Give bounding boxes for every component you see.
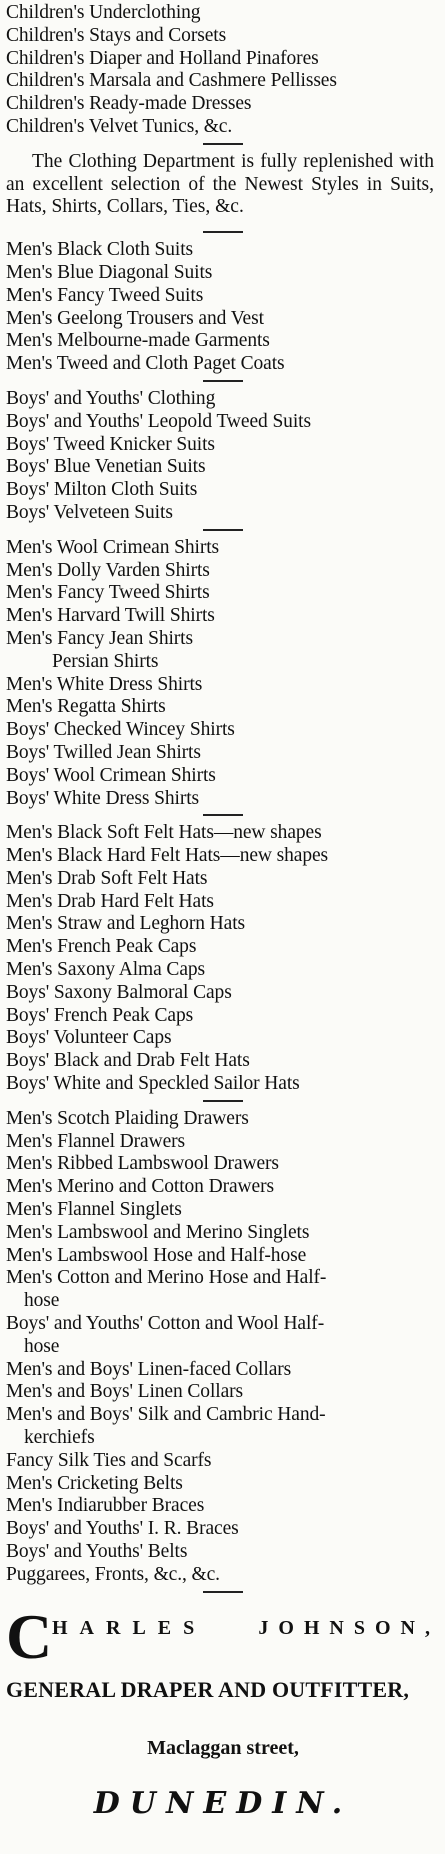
list-item: Boys' Velveteen Suits (6, 501, 173, 523)
merchant-title: GENERAL DRAPER AND OUTFITTER, (6, 1676, 410, 1702)
list-item: Men's Lambswool Hose and Half-hose (6, 1244, 307, 1266)
section-divider (203, 231, 243, 233)
list-item: Boys' Tweed Knicker Suits (6, 433, 215, 455)
list-item: Persian Shirts (52, 650, 159, 672)
list-item: Men's Black Soft Felt Hats—new shapes (6, 822, 322, 844)
list-item: Boys' and Youths' Clothing (6, 387, 216, 409)
list-item: Boys' Twilled Jean Shirts (6, 741, 201, 763)
list-item: Men's Geelong Trousers and Vest (6, 307, 264, 329)
clothing-department-paragraph: The Clothing Department is fully replenished with an excellent selection of the Newest Styles in Suits, Hats, Shirts, Collars, Ties, &c. (6, 150, 434, 218)
list-item: Men's Harvard Twill Shirts (6, 605, 215, 627)
list-item: Children's Velvet Tunics, &c. (6, 115, 233, 137)
list-item: Men's Drab Soft Felt Hats (6, 867, 208, 889)
list-item: Fancy Silk Ties and Scarfs (6, 1449, 212, 1471)
merchant-first-name: HARLES (52, 1616, 207, 1639)
merchant-city: DUNEDIN. (93, 1785, 353, 1821)
list-item: Boys' Blue Venetian Suits (6, 456, 206, 478)
list-item: Puggarees, Fronts, &c., &c. (6, 1563, 220, 1585)
list-item: Boys' White and Speckled Sailor Hats (6, 1073, 300, 1095)
list-item: Boys' Wool Crimean Shirts (6, 764, 216, 786)
list-item: Men's and Boys' Silk and Cambric Hand- (6, 1404, 326, 1426)
list-item: Men's Indiarubber Braces (6, 1495, 205, 1517)
list-item: Men's French Peak Caps (6, 936, 197, 958)
section-divider (203, 1591, 243, 1593)
list-item: Men's Dolly Varden Shirts (6, 559, 210, 581)
list-item-continuation: hose (24, 1290, 60, 1312)
section-divider (203, 380, 243, 382)
list-item: Men's Fancy Tweed Shirts (6, 582, 210, 604)
list-item: Men's Blue Diagonal Suits (6, 261, 213, 283)
list-item: Men's White Dress Shirts (6, 673, 203, 695)
section-divider (203, 529, 243, 531)
merchant-last-name: JOHNSON, (258, 1616, 440, 1639)
list-item: Men's Cotton and Merino Hose and Half- (6, 1267, 327, 1289)
list-item: Men's Tweed and Cloth Paget Coats (6, 353, 285, 375)
list-item: Men's Straw and Leghorn Hats (6, 913, 245, 935)
list-item: Men's Fancy Tweed Suits (6, 284, 204, 306)
mens-suits-list (6, 239, 440, 376)
list-item: Men's Drab Hard Felt Hats (6, 890, 214, 912)
list-item: Men's Flannel Drawers (6, 1130, 186, 1152)
merchant-address: Maclaggan street, (147, 1736, 299, 1759)
list-item: Men's Melbourne-made Garments (6, 330, 270, 352)
list-item: Children's Stays and Corsets (6, 24, 227, 46)
section-divider (203, 814, 243, 816)
list-item-continuation: hose (24, 1335, 60, 1357)
list-item: Men's Wool Crimean Shirts (6, 536, 220, 558)
merchant-name-rest (52, 1617, 440, 1640)
list-item: Children's Marsala and Cashmere Pellisses (6, 70, 337, 92)
list-item: Boys' Checked Wincey Shirts (6, 719, 235, 741)
drop-cap-initial: C (6, 1600, 53, 1672)
list-item: Boys' and Youths' Belts (6, 1541, 188, 1562)
list-item: Men's Merino and Cotton Drawers (6, 1176, 274, 1198)
underwear-accessories-list (6, 1108, 440, 1587)
section-divider (203, 143, 243, 145)
list-item: Children's Diaper and Holland Pinafores (6, 47, 319, 69)
list-item: Children's Ready-made Dresses (6, 93, 252, 115)
list-item: Boys' French Peak Caps (6, 1004, 194, 1026)
list-item: Men's Regatta Shirts (6, 696, 166, 718)
shirts-list (6, 537, 440, 811)
childrens-clothing-list (6, 2, 440, 139)
list-item: Boys' Milton Cloth Suits (6, 479, 198, 501)
hats-caps-list (6, 822, 440, 1096)
advertisement-column (6, 2, 440, 1821)
list-item: Men's Flannel Singlets (6, 1199, 182, 1221)
list-item: Men's Lambswool and Merino Singlets (6, 1221, 310, 1243)
list-item: Men's Cricketing Belts (6, 1472, 183, 1494)
list-item: Men's Ribbed Lambswool Drawers (6, 1153, 279, 1175)
list-item: Men's and Boys' Linen Collars (6, 1381, 244, 1403)
list-item: Children's Underclothing (6, 2, 201, 23)
list-item: Men's Fancy Jean Shirts (6, 627, 193, 649)
list-item: Men's Scotch Plaiding Drawers (6, 1107, 249, 1129)
section-divider (203, 1100, 243, 1102)
list-item: Boys' Saxony Balmoral Caps (6, 981, 232, 1003)
list-item: Boys' and Youths' Leopold Tweed Suits (6, 410, 311, 432)
boys-clothing-list (6, 388, 440, 525)
list-item-continuation: kerchiefs (24, 1427, 95, 1449)
list-item: Boys' White Dress Shirts (6, 787, 200, 809)
merchant-name (6, 1600, 440, 1672)
list-item: Boys' Black and Drab Felt Hats (6, 1050, 250, 1072)
list-item: Men's Saxony Alma Caps (6, 959, 206, 981)
list-item: Boys' Volunteer Caps (6, 1027, 172, 1049)
list-item: Men's Black Cloth Suits (6, 239, 194, 261)
list-item: Boys' and Youths' Cotton and Wool Half- (6, 1313, 325, 1335)
list-item: Men's and Boys' Linen-faced Collars (6, 1358, 292, 1380)
list-item: Boys' and Youths' I. R. Braces (6, 1518, 239, 1540)
list-item: Men's Black Hard Felt Hats—new shapes (6, 845, 329, 867)
